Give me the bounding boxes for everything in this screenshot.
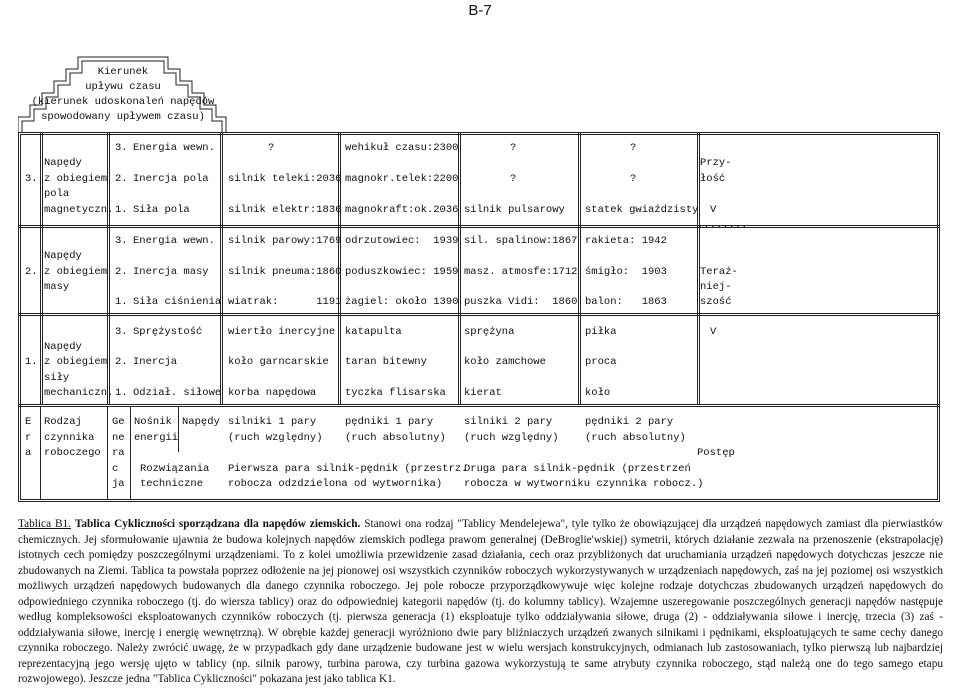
pair2-line1: Druga para silnik-pędnik (przestrzeń	[464, 463, 691, 475]
gen1-row1-no: 1.	[115, 387, 128, 399]
header-pedniki-1: pędniki 1 pary	[345, 416, 434, 428]
gen3-side-mid: łość	[700, 173, 726, 185]
era-3: a	[25, 447, 32, 459]
arrow-line-3: (kierunek udoskonaleń napędów	[31, 96, 215, 108]
separator-gen2-gen1	[18, 313, 940, 316]
gen3-row3-name: Energia wewn.	[133, 142, 215, 154]
nosnik: Nośnik	[134, 416, 172, 428]
gen1-row2-name: Inercja	[133, 356, 178, 368]
gen1-row3-name: Sprężystość	[133, 326, 203, 338]
gen3-number: 3.	[25, 173, 38, 185]
gen2-row1-c3: puszka Vidi: 1860	[464, 296, 578, 308]
page-id: B-7	[468, 2, 492, 19]
gen3-napedy: Napędy	[44, 157, 82, 169]
gen3-row2-c3: ?	[510, 173, 517, 185]
col-sep-5	[458, 132, 461, 404]
napedy-header: Napędy	[182, 416, 220, 428]
time-direction-arrow	[18, 55, 228, 135]
gen2-row2-c2: poduszkowiec: 1959	[345, 266, 459, 278]
gen3-row1-c1: silnik elektr:1836	[228, 204, 342, 216]
era-1: E	[25, 416, 32, 428]
rozwiazania: Rozwiązania	[140, 463, 210, 475]
gen3-row3-c2: wehikuł czasu:2300	[345, 142, 459, 154]
arrow-line-1: Kierunek	[97, 66, 149, 78]
pair2-line2: robocza w wytworniku czynnika robocz.)	[464, 478, 704, 490]
gen1-row2-c3: koło zamchowe	[464, 356, 546, 368]
gen2-row2-c4: śmigło: 1903	[585, 266, 667, 278]
gen2-row2-no: 2.	[115, 266, 128, 278]
rodzaj-1: Rodzaj	[44, 416, 82, 428]
gen1-row2-c4: proca	[585, 356, 617, 368]
gen2-row1-c2: żagiel: około 1390	[345, 296, 459, 308]
gen1-z-obiegiem: z obiegiem	[44, 356, 108, 368]
gen3-row3-c4: ?	[630, 142, 637, 154]
header-silniki-1-sub: (ruch względny)	[228, 432, 323, 444]
gen3-row2-c2: magnokr.telek:2200	[345, 173, 459, 185]
gen2-number: 2.	[25, 266, 38, 278]
caption-title: Tablica Cykliczności sporządzana dla napędów ziemskich.	[74, 518, 361, 530]
legend-sep-1	[40, 406, 41, 500]
gen3-row3-c3: ?	[510, 142, 517, 154]
ge-1: Ge	[112, 416, 125, 428]
techniczne: techniczne	[140, 478, 204, 490]
gen1-mechaniczn: mechaniczn.	[44, 387, 114, 399]
gen3-side-top: Przy-	[700, 157, 732, 169]
header-silniki-1: silniki 1 pary	[228, 416, 317, 428]
gen3-pola: pola	[44, 188, 70, 200]
gen3-row3-no: 3.	[115, 142, 128, 154]
col-sep-2	[107, 132, 110, 404]
gen1-row3-no: 3.	[115, 326, 128, 338]
ge-2: ne	[112, 432, 125, 444]
gen2-row1-c1: wiatrak: 1191	[228, 296, 342, 308]
gen1-row3-c4: piłka	[585, 326, 617, 338]
gen2-masy: masy	[44, 281, 70, 293]
rodzaj-2: czynnika	[44, 432, 95, 444]
pair1-line1: Pierwsza para silnik-pędnik (przestrz.	[228, 463, 468, 475]
gen2-side-bot: szość	[700, 296, 732, 308]
postep-label: Postęp	[697, 447, 735, 459]
gen3-row1-name: Siła pola	[133, 204, 190, 216]
gen2-row3-name: Energia wewn.	[133, 235, 215, 247]
separator-gen3-gen2	[18, 225, 940, 228]
header-pedniki-1-sub: (ruch absolutny)	[345, 432, 446, 444]
gen3-row2-no: 2.	[115, 173, 128, 185]
gen3-row2-c4: ?	[630, 173, 637, 185]
ja-letters: ja	[112, 478, 125, 490]
gen3-row1-no: 1.	[115, 204, 128, 216]
energii: energii	[134, 432, 179, 444]
header-silniki-2-sub: (ruch względny)	[464, 432, 559, 444]
gen1-row3-c1: wiertło inercyjne	[228, 326, 336, 338]
gen1-row3-c2: katapulta	[345, 326, 402, 338]
gen3-row2-c1: silnik teleki:2036	[228, 173, 342, 185]
gen2-side-mid: niej-	[700, 281, 732, 293]
pair1-line2: robocza odzdzielona od wytwornika)	[228, 478, 443, 490]
gen2-z-obiegiem: z obiegiem	[44, 266, 108, 278]
gen2-row1-name: Siła ciśnienia	[133, 296, 222, 308]
gen2-row3-c3: sil. spalinow:1867	[464, 235, 578, 247]
gen1-side-v: V	[710, 326, 717, 338]
gen3-row3-c1: ?	[268, 142, 275, 154]
ge-3: ra	[112, 447, 125, 459]
gen1-row2-c1: koło garncarskie	[228, 356, 329, 368]
gen1-row1-c2: tyczka flisarska	[345, 387, 446, 399]
legend-sep-3	[130, 406, 131, 500]
separator-gen1-bottom	[18, 404, 940, 407]
gen2-row3-no: 3.	[115, 235, 128, 247]
arrow-line-4: spowodowany upływem czasu)	[41, 111, 205, 123]
gen2-napedy: Napędy	[44, 250, 82, 262]
gen1-row1-c3: kierat	[464, 387, 502, 399]
col-sep-3	[220, 132, 223, 404]
gen2-row2-c3: masz. atmosfe:1712	[464, 266, 578, 278]
gen1-row3-c3: sprężyna	[464, 326, 515, 338]
header-pedniki-2: pędniki 2 pary	[585, 416, 674, 428]
gen3-magnetyczn: magnetyczn.	[44, 204, 114, 216]
gen3-row1-c2: magnokraft:ok.2036	[345, 204, 459, 216]
header-pedniki-2-sub: (ruch absolutny)	[585, 432, 686, 444]
gen3-dots: ........	[697, 219, 748, 231]
gen3-row1-c3: silnik pulsarowy	[464, 204, 565, 216]
c-letter: c	[112, 463, 119, 475]
col-sep-6	[578, 132, 581, 404]
gen2-row3-c4: rakieta: 1942	[585, 235, 667, 247]
gen1-number: 1.	[25, 356, 38, 368]
gen2-row2-c1: silnik pneuma:1860	[228, 266, 342, 278]
col-sep-1	[40, 132, 43, 404]
rodzaj-3: roboczego	[44, 447, 101, 459]
gen1-row2-no: 2.	[115, 356, 128, 368]
cyclic-table	[18, 132, 940, 502]
gen3-side-bot: V	[710, 204, 717, 216]
table-caption	[18, 517, 943, 688]
gen1-row1-c1: korba napędowa	[228, 387, 317, 399]
legend-sep-4	[178, 406, 179, 452]
gen2-row3-c1: silnik parowy:1769	[228, 235, 342, 247]
gen3-row1-c4: statek gwiaździsty	[585, 204, 699, 216]
gen3-z-obiegiem: z obiegiem	[44, 173, 108, 185]
gen1-napedy: Napędy	[44, 341, 82, 353]
gen2-row1-no: 1.	[115, 296, 128, 308]
caption-body: Stanowi ona rodzaj "Tablicy Mendelejewa", tyle tylko że obowiązującej dla urządzeń napędowych zamiast dla pierwiastków chemicznych. Jej sformułowanie ujawnia że budowa kolejnych napędów ziemskich podlega prawom generalnej (DeBroglie'wskiej) symetrii, których działanie zezwala na przenoszenie (ekstrapolację) istotnych cech pomiędzy poszczególnymi urządzeniami. To z kolei umożliwia przewidzenie zasad działania, cech oraz przybliżonych dat uruchamiania urządzeń napędowych dotychczas jeszcze nie zbudowanych na Ziemi. Tablica ta powstała poprzez odłożenie na jej pionowej osi wszystkich czynników roboczych wykorzystywanych w urządzeniach napędowych, zaś na jej poziomej osi wszystkich możliwych urządzeń napędowych budowanych dla danego czynnika roboczego. Jej pole robocze przyporządkowywuje więc kolejne rodzaje dotychczas zbudowanych urządzeń napędowych do odpowiedniego czynnika roboczego (tj. do wiersza tablicy) oraz do odpowiedniej kategorii napędów (tj. do kolumny tablicy). Wzajemne uszeregowanie poszczególnych generacji napędów następuje według kompleksowości eksploatowanych czynników roboczych (tj. pierwsza generacja (1) eksploatuje tylko oddziaływania siłowe, druga (2) - oddziaływania siłowe i inercję, trzecia (3) zaś - oddziaływania siłowe, inercję i energię wewnętrzną). W obrębie każdej generacji wyróżniono dwie pary bliźniaczych urządzeń zwanych silnikami i pędnikami, eksploatujących te same cechy danego czynnika roboczego. Należy zwrócić uwagę, że w przypadkach gdy dane urządzenie budowane jest w wielu wersjach konstrukcyjnych, odmianach lub zastosowaniach, tylko pierwszą lub najbardziej reprezentacyjną jego wersję ujęto w tablicy (np. silnik parowy, turbina parowa, czy turbina gazowa wykorzystują te same atrybuty czynnika roboczego, stąd należą one do tego samego etapu rozwojowego). Jeszcze jedna "Tablica Cykliczności" pokazana jest jako tablica K1.	[18, 518, 944, 685]
arrow-line-2: upływu czasu	[85, 81, 161, 93]
caption-label: Tablica B1.	[18, 518, 71, 530]
gen2-side-top: Teraź-	[700, 266, 738, 278]
gen1-row2-c2: taran bitewny	[345, 356, 427, 368]
gen1-row1-c4: koło	[585, 387, 611, 399]
gen1-row1-name: Odział. siłowe	[133, 387, 222, 399]
gen2-row1-c4: balon: 1863	[585, 296, 667, 308]
legend-sep-2	[107, 406, 108, 500]
header-silniki-2: silniki 2 pary	[464, 416, 553, 428]
gen1-sily: siły	[44, 372, 70, 384]
gen2-row2-name: Inercja masy	[133, 266, 209, 278]
era-2: r	[25, 432, 32, 444]
gen2-row3-c2: odrzutowiec: 1939	[345, 235, 459, 247]
gen3-row2-name: Inercja pola	[133, 173, 209, 185]
